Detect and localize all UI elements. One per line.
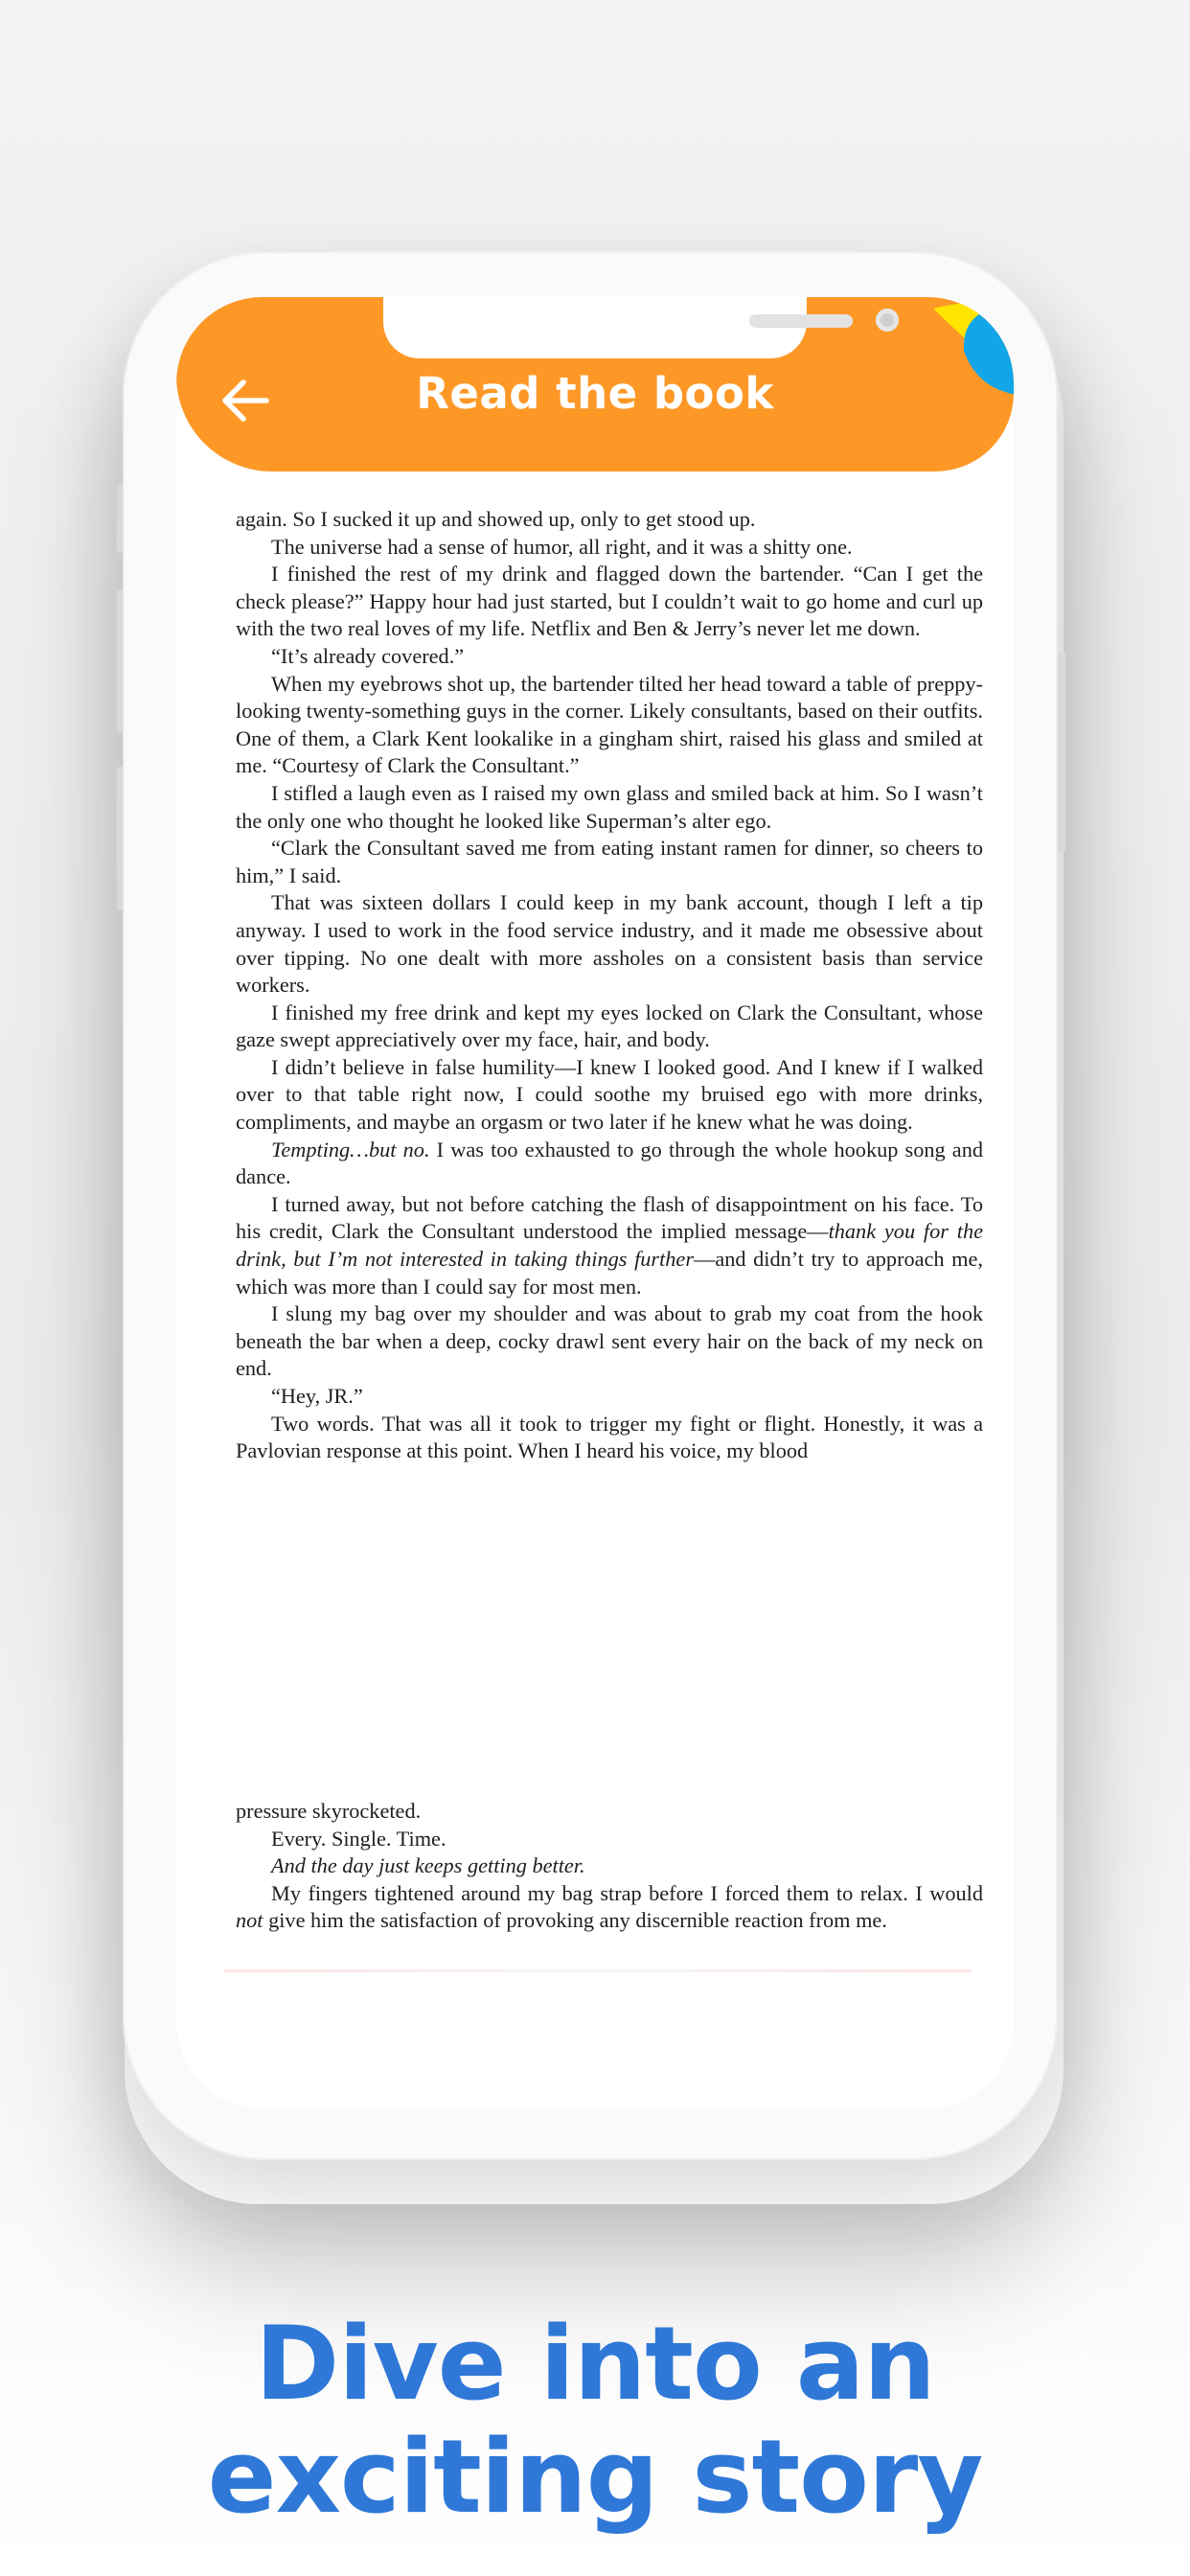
paragraph xyxy=(236,506,983,534)
text-span: Two words. That was all it took to trigger my fight or flight. Honestly, it was a Pavlovian response at this point. When I heard his voice, my blood xyxy=(236,1411,983,1463)
speaker-grille xyxy=(749,314,853,328)
paragraph xyxy=(236,1191,983,1300)
paragraph xyxy=(236,643,983,671)
italic-text: And the day just keeps getting better. xyxy=(271,1853,585,1878)
text-span: That was sixteen dollars I could keep in my bank account, though I left a tip anyway. I used to work in the food service industry, and it made me obsessive about over tipping. No one dealt with more assholes on a consistent basis than service workers. xyxy=(236,890,983,998)
text-span: The universe had a sense of humor, all right, and it was a shitty one. xyxy=(271,534,853,559)
text-span: My fingers tightened around my bag strap before I forced them to relax. I would xyxy=(271,1880,983,1905)
paragraph xyxy=(236,1383,983,1411)
text-span: “Clark the Consultant saved me from eating instant ramen for dinner, so cheers to him,” I said. xyxy=(236,836,983,887)
promo-line-2: exciting story xyxy=(207,2418,983,2536)
paragraph xyxy=(236,780,983,835)
paragraph xyxy=(236,1826,983,1853)
book-page-text-bottom xyxy=(236,1798,983,1935)
paragraph xyxy=(236,889,983,999)
promo-line-1: Dive into an xyxy=(255,2305,935,2423)
paragraph xyxy=(236,835,983,889)
paragraph xyxy=(236,1852,983,1880)
text-span: Every. Single. Time. xyxy=(271,1826,446,1851)
text-span: I turned away, but not before catching the flash of disappointment on his face. To his credit, Clark the Consultant understood the implied message— xyxy=(236,1191,983,1244)
paragraph xyxy=(236,1054,983,1137)
italic-text: Tempting…but no. xyxy=(271,1137,430,1162)
text-span: I didn’t believe in false humility—I knew I looked good. And I knew if I walked over to that table right now, I could soothe my bruised ego with more drinks, compliments, and maybe an orgasm or two later if he knew what he was doing. xyxy=(236,1054,983,1135)
paragraph xyxy=(236,561,983,643)
text-span: again. So I sucked it up and showed up, only to get stood up. xyxy=(236,507,756,531)
paragraph xyxy=(236,1880,983,1935)
text-span: When my eyebrows shot up, the bartender tilted her head toward a table of preppy-looking twenty-something guys in the corner. Likely consultants, based on their outfits. One of them, a Clark Kent lookalike in a gingham shirt, raised his glass and smiled at me. “Courtesy of Clark the Consultant.” xyxy=(236,671,983,778)
text-span: I was too exhausted to go through the whole hookup song and dance. xyxy=(236,1137,984,1189)
book-page-text-top xyxy=(236,506,983,1465)
text-span: I finished my free drink and kept my eyes locked on Clark the Consultant, whose gaze swept appreciatively over my face, hair, and body. xyxy=(236,1000,983,1052)
text-span: pressure skyrocketed. xyxy=(236,1799,422,1823)
paragraph xyxy=(236,671,983,780)
paragraph xyxy=(236,1411,983,1465)
text-span: I finished the rest of my drink and flagged down the bartender. “Can I get the check please?” Happy hour had just started, but I couldn’t wait to go home and curl up with the two real loves of my life. Netflix and Ben & Jerry’s never let me down. xyxy=(236,562,983,641)
text-span: give him the satisfaction of provoking any discernible reaction from me. xyxy=(263,1908,887,1933)
decorative-shape-icon xyxy=(933,299,1014,404)
italic-text: not xyxy=(236,1908,263,1933)
paragraph xyxy=(236,1137,983,1191)
text-span: “It’s already covered.” xyxy=(271,643,465,668)
paragraph xyxy=(236,1798,983,1826)
paragraph xyxy=(236,1300,983,1383)
text-span: I slung my bag over my shoulder and was about to grab my coat from the hook beneath the bar when a deep, cocky drawl sent every hair on the back of my neck on end. xyxy=(236,1301,983,1381)
text-span: “Hey, JR.” xyxy=(271,1384,363,1408)
paragraph xyxy=(236,534,983,562)
paragraph xyxy=(236,1000,983,1054)
notch xyxy=(383,297,807,358)
page-title: Read the book xyxy=(416,368,774,419)
front-camera xyxy=(876,309,899,332)
italic-text: thank you for the drink, but I’m not interested in taking things further xyxy=(236,1219,983,1272)
text-span: —and didn’t try to approach me, which was more than I could say for most men. xyxy=(236,1247,983,1299)
phone-screen xyxy=(176,297,1014,2108)
page-divider xyxy=(224,1969,972,1972)
text-span: I stifled a laugh even as I raised my own glass and smiled back at him. So I wasn’t the only one who thought he looked like Superman’s alter ego. xyxy=(236,780,983,833)
promo-heading xyxy=(0,2305,1190,2536)
power-button xyxy=(1058,652,1065,853)
